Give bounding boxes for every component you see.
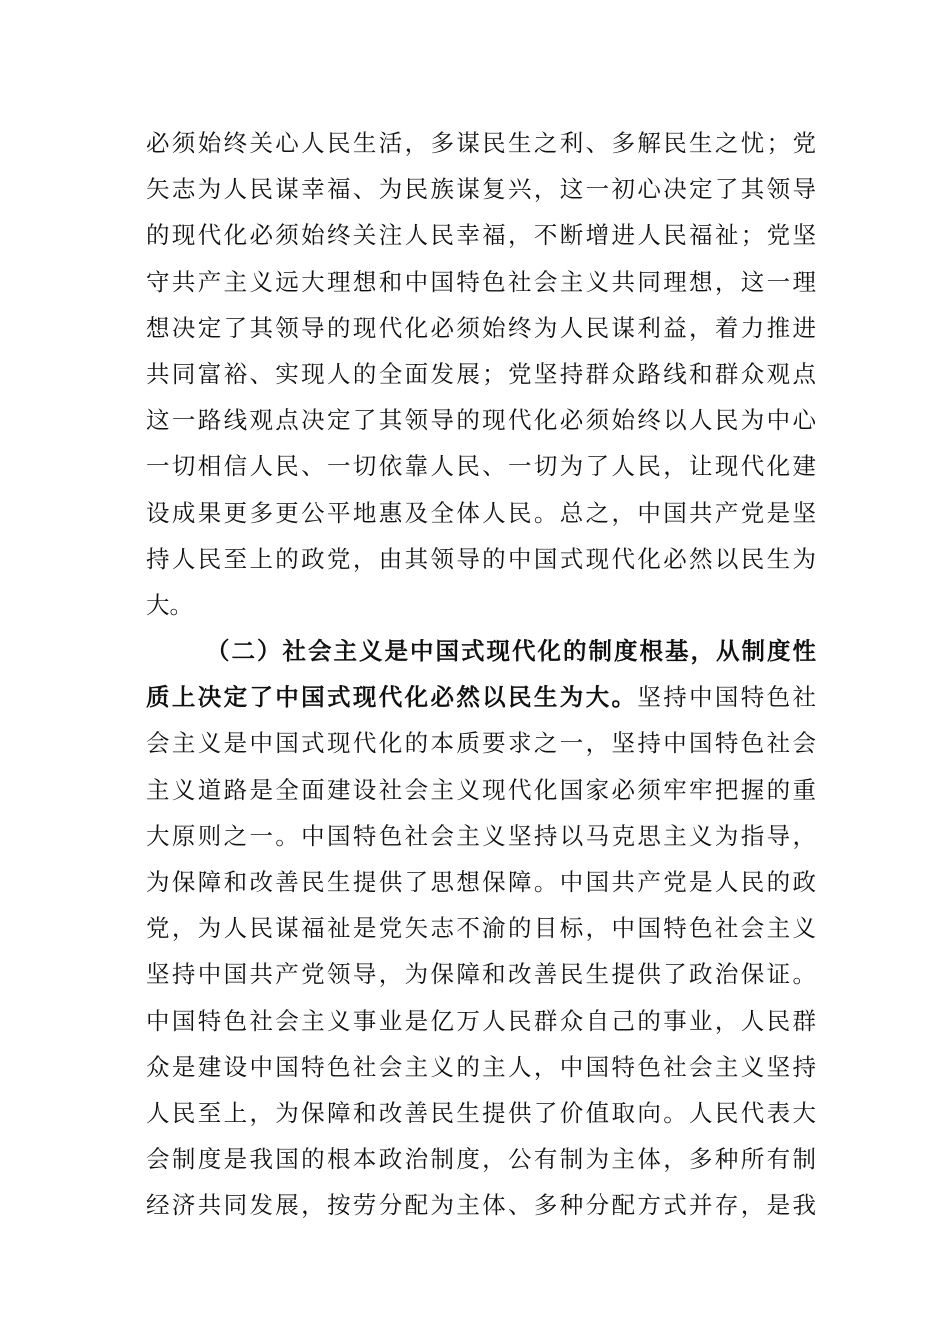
text-line: 大原则之一。中国特色社会主义坚持以马克思主义为指导，: [146, 821, 816, 850]
text-line: 中国特色社会主义事业是亿万人民群众自己的事业，人民群: [146, 1006, 816, 1035]
text-line: 必须始终关心人民生活，多谋民生之利、多解民生之忧；党: [146, 129, 816, 157]
text-line: 一切相信人民、一切依靠人民、一切为了人民，让现代化建: [146, 452, 816, 481]
text-line: 持人民至上的政党，由其领导的中国式现代化必然以民生为: [146, 544, 816, 573]
section-heading-line: （二）社会主义是中国式现代化的制度根基，从制度性: [206, 637, 816, 666]
paragraph-socialism-foundation: [146, 628, 816, 1228]
text-line: 众是建设中国特色社会主义的主人，中国特色社会主义坚持: [146, 1052, 816, 1081]
document-page: [146, 120, 816, 1229]
section-heading-bold: 质上决定了中国式现代化必然以民生为大。: [146, 683, 638, 712]
text-line: 人民至上，为保障和改善民生提供了价值取向。人民代表大: [146, 1098, 816, 1127]
text-line: 守共产主义远大理想和中国特色社会主义共同理想，这一理: [146, 267, 816, 296]
text-line: 会制度是我国的根本政治制度，公有制为主体，多种所有制: [146, 1145, 816, 1174]
text-line: 这一路线观点决定了其领导的现代化必须始终以人民为中心: [146, 406, 816, 435]
section-heading-continuation: [146, 674, 816, 720]
text-line: 共同富裕、实现人的全面发展；党坚持群众路线和群众观点: [146, 359, 816, 388]
text-line: 矢志为人民谋幸福、为民族谋复兴，这一初心决定了其领导: [146, 175, 816, 204]
text-line: 想决定了其领导的现代化必须始终为人民谋利益，着力推进: [146, 313, 816, 342]
text-line-last: 大。: [146, 590, 193, 619]
section-body-start: 坚持中国特色社: [637, 683, 817, 712]
paragraph-people-centered: [146, 120, 816, 628]
text-line: 党，为人民谋福祉是党矢志不渝的目标，中国特色社会主义: [146, 914, 816, 943]
text-line: 经济共同发展，按劳分配为主体、多种分配方式并存，是我: [146, 1191, 816, 1220]
text-line: 为保障和改善民生提供了思想保障。中国共产党是人民的政: [146, 868, 816, 896]
text-line: 设成果更多更公平地惠及全体人民。总之，中国共产党是坚: [146, 498, 816, 527]
text-line: 的现代化必须始终关注人民幸福，不断增进人民福祉；党坚: [146, 221, 816, 250]
text-line: 主义道路是全面建设社会主义现代化国家必须牢牢把握的重: [146, 775, 816, 804]
text-line: 会主义是中国式现代化的本质要求之一，坚持中国特色社会: [146, 729, 816, 758]
text-line: 坚持中国共产党领导，为保障和改善民生提供了政治保证。: [146, 960, 816, 989]
